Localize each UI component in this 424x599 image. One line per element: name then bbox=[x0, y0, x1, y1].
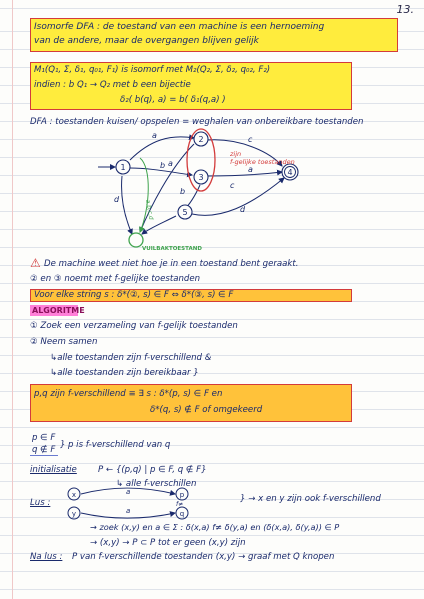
annotation-prefix: zijn bbox=[230, 150, 242, 158]
algorithm-title: ALGORITME bbox=[32, 306, 85, 315]
algorithm-step-2: ② Neem samen bbox=[30, 337, 98, 347]
page-number: 13. bbox=[396, 3, 414, 16]
definition-line-1: Isomorfe DFA : de toestand van een machine is een hernoeming bbox=[34, 22, 325, 32]
loop-label: Lus : bbox=[30, 498, 51, 508]
loop-edge-label-a2: a bbox=[126, 507, 131, 515]
algorithm-step-2a: ↳alle toestanden zijn f-verschillend & bbox=[50, 353, 212, 363]
pairs-line-1: p ∈ F bbox=[32, 433, 56, 443]
f-different-line-2: δ*(q, s) ∉ F of omgekeerd bbox=[150, 405, 263, 415]
state-label-1: 1 bbox=[120, 163, 126, 172]
loop-line-1: → zoek (x,y) en a ∈ Σ : δ(x,a) f≠ δ(y,a) en (δ(x,a), δ(y,a)) ∈ P bbox=[90, 522, 340, 532]
loop-label-q: q bbox=[179, 510, 185, 518]
loop-label-y: y bbox=[71, 510, 77, 518]
state-label-3: 3 bbox=[198, 173, 204, 182]
for-every-string: Voor elke string s : δ*(②, s) ∈ F ⇔ δ*(③, s) ∈ F bbox=[34, 290, 234, 300]
margin-line bbox=[12, 0, 13, 599]
sink-state bbox=[129, 233, 143, 247]
state-label-5: 5 bbox=[182, 208, 188, 217]
loop-line-2: → (x,y) → P ⊂ P tot er geen (x,y) zijn bbox=[90, 538, 246, 548]
edge-label-a2: a bbox=[248, 165, 253, 174]
pairs-desc: p is f-verschillend van q bbox=[68, 440, 171, 450]
edge-label-a3: a bbox=[168, 159, 173, 168]
formal-line-3: δ₂( b(q), a) = b( δ₁(q,a) ) bbox=[120, 95, 226, 105]
edge-5-sink bbox=[142, 216, 176, 234]
loop-ineq: f≠ bbox=[176, 501, 184, 508]
init-line-1: P ← {(p,q) | p ∈ F, q ∉ F} bbox=[98, 465, 207, 475]
formal-line-1: M₁(Q₁, Σ, δ₁, q₀₁, F₁) is isomorf met M₂(Q₂, Σ, δ₂, q₀₂, F₂) bbox=[34, 65, 271, 75]
edge-1-sink bbox=[122, 176, 132, 234]
edge-3-4 bbox=[208, 172, 282, 176]
loop-diagram bbox=[62, 486, 232, 522]
edge-label-c1: c bbox=[248, 135, 253, 144]
edge-1-2 bbox=[130, 137, 194, 160]
pairs-line-2: q ∉ F bbox=[32, 445, 56, 455]
warning-icon: ⚠ bbox=[30, 256, 41, 270]
edge-5-4 bbox=[192, 178, 284, 215]
warning-text: De machine weet niet hoe je in een toestand bent geraakt. bbox=[44, 259, 299, 269]
init-line-2: ↳ alle f-verschillen bbox=[116, 479, 197, 489]
edge-label-d2: d bbox=[240, 205, 246, 214]
annotation-text: f-gelijke toestanden bbox=[230, 158, 295, 166]
definition-line-2: van de andere, maar de overgangen blijven gelijk bbox=[34, 36, 259, 46]
after-loop-text: P van f-verschillende toestanden (x,y) → graaf met Q knopen bbox=[72, 552, 335, 562]
edge-label-b1: b bbox=[160, 161, 166, 170]
edge-label-green: a,b,c,d bbox=[144, 199, 155, 221]
edge-label-a1: a bbox=[152, 131, 157, 140]
note-text: ② en ③ noemt met f-gelijke toestanden bbox=[30, 274, 201, 284]
algorithm-step-1: ① Zoek een verzameling van f-gelijk toestanden bbox=[30, 321, 238, 331]
algorithm-step-2b: ↳alle toestanden zijn bereikbaar } bbox=[50, 368, 199, 378]
loop-edge-label-a1: a bbox=[126, 488, 131, 496]
dfa-heading: DFA : toestanden kuisen/ opspelen = weghalen van onbereikbare toestanden bbox=[30, 117, 364, 127]
loop-desc: } → x en y zijn ook f-verschillend bbox=[240, 494, 381, 504]
formal-line-2: indien : b Q₁ → Q₂ met b een bijectie bbox=[34, 80, 191, 90]
loop-label-x: x bbox=[71, 491, 77, 499]
edge-label-d1: d bbox=[114, 195, 120, 204]
state-label-2: 2 bbox=[198, 135, 204, 144]
loop-label-p: p bbox=[179, 491, 185, 499]
edge-label-b2: b bbox=[180, 187, 186, 196]
sink-label: VUILBAKTOESTAND bbox=[142, 246, 202, 252]
edge-label-c2: c bbox=[230, 181, 235, 190]
pairs-brace: } bbox=[60, 440, 66, 450]
init-label: initialisatie bbox=[30, 465, 77, 475]
f-different-line-1: p,q zijn f-verschillend ≡ ∃ s : δ*(p, s) ∈ F en bbox=[34, 389, 223, 399]
after-loop-label: Na lus : bbox=[30, 552, 63, 562]
dfa-diagram bbox=[80, 128, 320, 254]
state-label-4: 4 bbox=[287, 168, 293, 177]
